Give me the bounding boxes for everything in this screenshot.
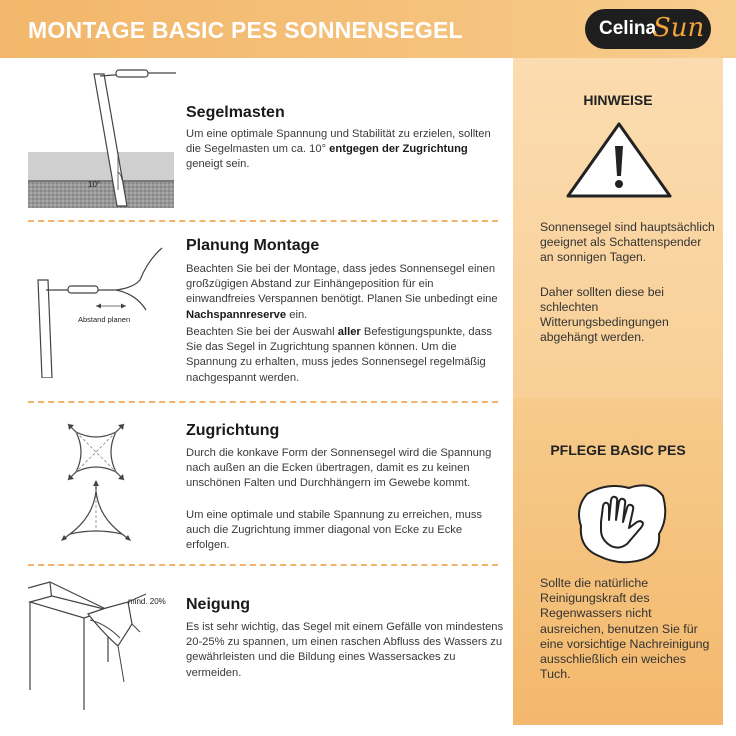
slope-illustration (28, 572, 178, 712)
section-divider (28, 564, 498, 566)
logo-text-sun: Sun (653, 13, 705, 43)
section-body: Durch die konkave Form der Sonnensegel wird die Spannung nach außen an die Ecken übertragen, damit es zu keinen unschönen Falten und Durchhängern im Gewebe kommt. (186, 447, 492, 490)
slope-label: mind. 20% (128, 597, 166, 606)
section-title: Neigung (186, 596, 250, 613)
section-divider (28, 220, 498, 222)
section-body: Es ist sehr wichtig, das Segel mit einem Gefälle von mindestens 20-25% zu spannen, um einen raschen Abfluss des Wassers zu gewährleisten und die Bildung eines Wassersackes zu vermeiden. (186, 621, 504, 679)
pflege-panel (513, 398, 723, 725)
section-title: Zugrichtung (186, 422, 280, 439)
hinweise-heading: HINWEISE (583, 92, 653, 108)
spacing-illustration (28, 238, 178, 378)
section-body-2: Beachten Sie bei der Auswahl aller Befestigungspunkte, dass Sie das Segel in Zugrichtung spannen können. Um die Spannung zu erhalten, muss jedes Sonnensegel regelmäßig nachgespannt werden. (186, 326, 493, 384)
page-title: MONTAGE BASIC PES SONNENSEGEL (28, 17, 463, 43)
spacing-label: Abstand planen (78, 315, 131, 324)
pflege-heading: PFLEGE BASIC PES (550, 442, 686, 458)
hinweise-text-2: Daher sollten diese bei schlechten Witterungsbedingungen abgehängt werden. (540, 285, 669, 344)
section-segelmasten (28, 62, 498, 212)
logo-text-celina: Celina (599, 18, 657, 39)
section-title: Segelmasten (186, 104, 285, 121)
section-zugrichtung (28, 408, 498, 558)
section-body: Um eine optimale Spannung und Stabilität zu erzielen, sollten die Segelmasten um ca. 10° entgegen der Zugrichtung geneigt sein. (186, 128, 491, 171)
angle-label: 10° (88, 180, 101, 189)
section-body-2: Um eine optimale und stabile Spannung zu erreichen, muss auch die Zugrichtung immer diagonal von Ecke zu Ecke erfolgen. (186, 509, 483, 552)
section-planung-montage (28, 228, 498, 393)
tension-direction-illustration (28, 408, 178, 558)
warning-icon (564, 120, 674, 200)
header-bar (0, 0, 736, 58)
brand-logo (585, 9, 711, 49)
cleaning-cloth-icon (571, 476, 671, 566)
pflege-text: Sollte die natürliche Reinigungskraft des Regenwassers nicht ausreichen, benutzen Sie für eine vorsichtige Nachreinigung ausschließlich ein weiches Tuch. (540, 576, 710, 682)
section-neigung (28, 572, 504, 722)
mast-tilt-illustration (28, 62, 178, 212)
section-body: Beachten Sie bei der Montage, dass jedes Sonnensegel einen großzügigen Abstand zur Einhängeposition für ein einwandfreies Verspannen benötigt. Planen Sie unbedingt eine Nachspannreserve ein. (186, 263, 498, 321)
section-title: Planung Montage (186, 237, 320, 254)
sidebar-panel (513, 58, 723, 725)
section-divider (28, 401, 498, 403)
hinweise-text-1: Sonnensegel sind hauptsächlich geeignet als Schattenspender an sonnigen Tagen. (540, 220, 715, 264)
